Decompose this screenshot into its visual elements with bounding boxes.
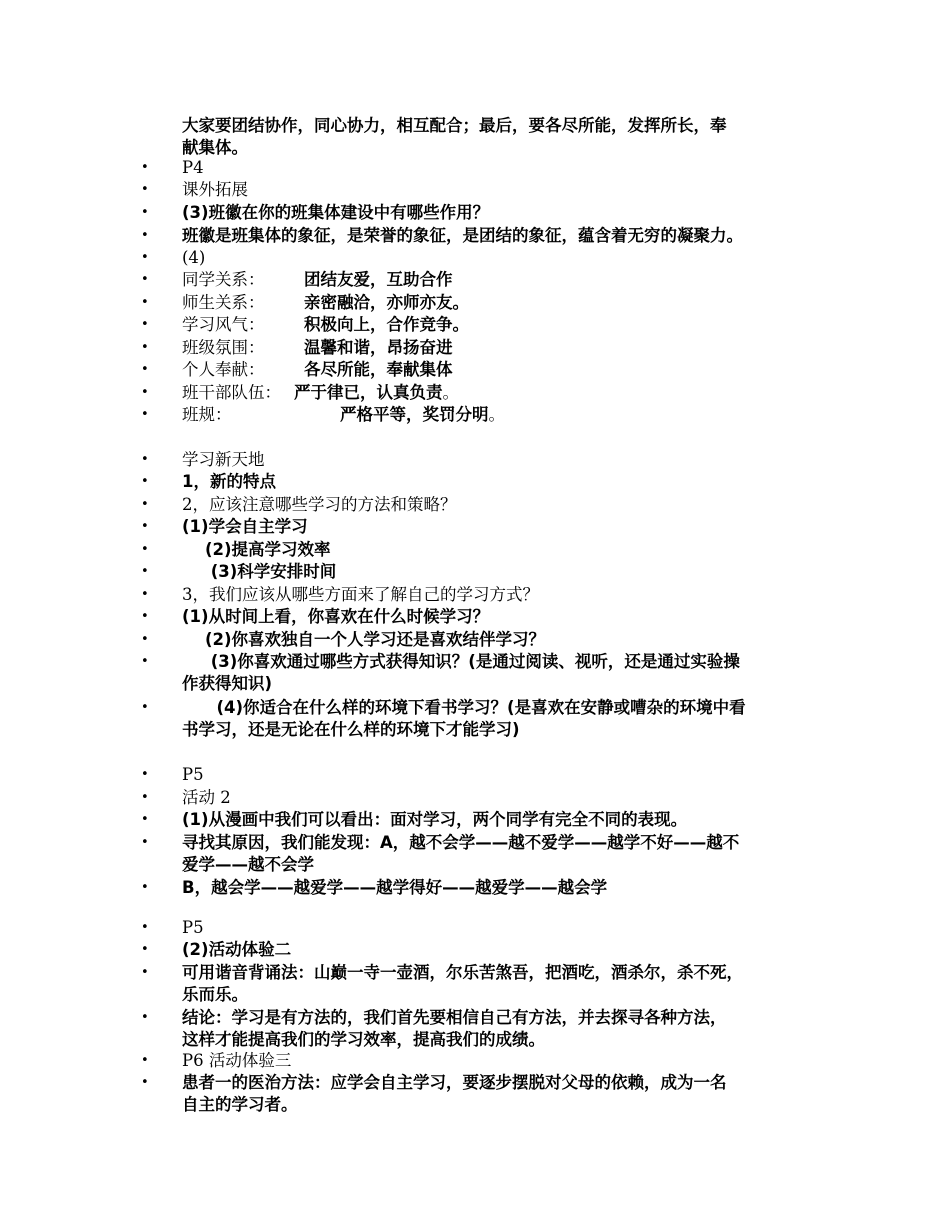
line-value: 温馨和谐，昂扬奋进 (304, 338, 453, 357)
line-text: 班徽是班集体的象征，是荣誉的象征，是团结的象征，蕴含着无穷的凝聚力。 (182, 226, 743, 245)
bullet-marker: • (141, 1075, 149, 1090)
line-text: (2)你喜欢独自一个人学习还是喜欢结伴学习？ (182, 630, 546, 649)
bullet-marker: • (141, 160, 149, 175)
line-text: 1，新的特点 (182, 472, 276, 491)
line-suffix: 。 (442, 383, 459, 402)
line-text: B，越会学——越爱学——越学得好——越爱学——越会学 (182, 878, 608, 897)
line-value: 严于律已，认真负责 (294, 383, 443, 402)
key-value-line (182, 337, 822, 359)
bullet-marker: • (141, 812, 149, 827)
line-text: (3)科学安排时间 (182, 562, 337, 581)
bullet-marker: • (141, 272, 149, 287)
bullet-marker: • (141, 228, 149, 243)
bullet-marker: • (141, 564, 149, 579)
bullet-marker: • (141, 835, 149, 850)
line-text: (4) (182, 248, 206, 267)
line-label: 师生关系： (182, 293, 265, 312)
key-value-line (182, 314, 822, 336)
bullet-marker: • (141, 942, 149, 957)
line-value: 亲密融洽，亦师亦友。 (304, 293, 469, 312)
line-text: (1)从漫画中我们可以看出：面对学习，两个同学有完全不同的表现。 (182, 810, 688, 829)
line-label: 个人奉献： (182, 360, 265, 379)
bullet-marker: • (141, 965, 149, 980)
key-value-line (182, 404, 822, 426)
line-label: 同学关系： (182, 270, 265, 289)
bullet-marker: • (141, 250, 149, 265)
line-text: 活动 2 (182, 788, 231, 807)
key-value-line (182, 292, 822, 314)
bullet-marker: • (141, 182, 149, 197)
line-value: 严格平等，奖罚分明 (340, 405, 489, 424)
line-label: 班级氛围： (182, 338, 265, 357)
bullet-marker: • (141, 1010, 149, 1025)
line-text: (3)你喜欢通过哪些方式获得知识？(是通过阅读、视听，还是通过实验操 作获得知识) (182, 652, 740, 693)
line-text: (2)活动体验二 (182, 940, 292, 959)
line-text: 2，应该注意哪些学习的方法和策略？ (182, 495, 457, 514)
bullet-marker: • (141, 542, 149, 557)
bullet-marker: • (141, 790, 149, 805)
line-text: 3，我们应该从哪些方面来了解自己的学习方式？ (182, 585, 539, 604)
bullet-marker: • (141, 920, 149, 935)
bullet-marker: • (141, 1053, 149, 1068)
bullet-marker: • (141, 295, 149, 310)
bullet-marker: • (141, 385, 149, 400)
line-text: 大家要团结协作，同心协力，相互配合；最后，要各尽所能，发挥所长，奉 献集体。 (182, 116, 727, 157)
bullet-marker: • (141, 362, 149, 377)
line-text: 患者一的医治方法：应学会自主学习，要逐步摆脱对父母的依赖，成为一名 自主的学习者。 (182, 1073, 727, 1114)
bullet-marker: • (141, 205, 149, 220)
line-text: 寻找其原因，我们能发现：A，越不会学——越不爱学——越学不好——越不 爱学——越不会学 (182, 833, 740, 874)
key-value-line (182, 269, 822, 291)
bullet-marker: • (141, 519, 149, 534)
bullet-marker: • (141, 452, 149, 467)
bullet-marker: • (141, 654, 149, 669)
bullet-marker: • (141, 609, 149, 624)
line-text: P5 (182, 918, 204, 937)
line-label: 班干部队伍： (182, 383, 281, 402)
line-text: P5 (182, 765, 204, 784)
line-text: (3)班徽在你的班集体建设中有哪些作用？ (182, 203, 490, 222)
bullet-marker: • (141, 340, 149, 355)
line-text: 可用谐音背诵法：山巅一寺一壶酒，尔乐苦煞吾，把酒吃，酒杀尔，杀不死， 乐而乐。 (182, 963, 743, 1004)
bullet-marker: • (141, 497, 149, 512)
key-value-line (182, 382, 822, 404)
line-text: 结论：学习是有方法的，我们首先要相信自己有方法，并去探寻各种方法， 这样才能提高我们的学习效率，提高我们的成绩。 (182, 1008, 727, 1049)
line-label: 班规： (182, 405, 232, 424)
bullet-marker: • (141, 880, 149, 895)
line-label: 学习风气： (182, 315, 265, 334)
line-text: (2)提高学习效率 (182, 540, 331, 559)
bullet-marker: • (141, 587, 149, 602)
bullet-marker: • (141, 700, 149, 715)
bullet-marker: • (141, 317, 149, 332)
line-value: 团结友爱，互助合作 (304, 270, 453, 289)
line-suffix: 。 (488, 405, 505, 424)
line-text: (1)学会自主学习 (182, 517, 308, 536)
line-text: (4)你适合在什么样的环境下看书学习？(是喜欢在安静或嘈杂的环境中看 书学习，还是无论在什么样的环境下才能学习) (182, 698, 746, 739)
key-value-line (182, 359, 822, 381)
line-value: 各尽所能，奉献集体 (304, 360, 453, 379)
bullet-marker: • (141, 632, 149, 647)
line-value: 积极向上，合作竞争。 (304, 315, 469, 334)
bullet-marker: • (141, 474, 149, 489)
line-text: 学习新天地 (182, 450, 265, 469)
line-text: 课外拓展 (182, 180, 248, 199)
bullet-marker: • (141, 767, 149, 782)
line-text: P6 活动体验三 (182, 1051, 292, 1070)
bullet-marker: • (141, 407, 149, 422)
line-text: (1)从时间上看，你喜欢在什么时候学习？ (182, 607, 490, 626)
line-text: P4 (182, 158, 204, 177)
